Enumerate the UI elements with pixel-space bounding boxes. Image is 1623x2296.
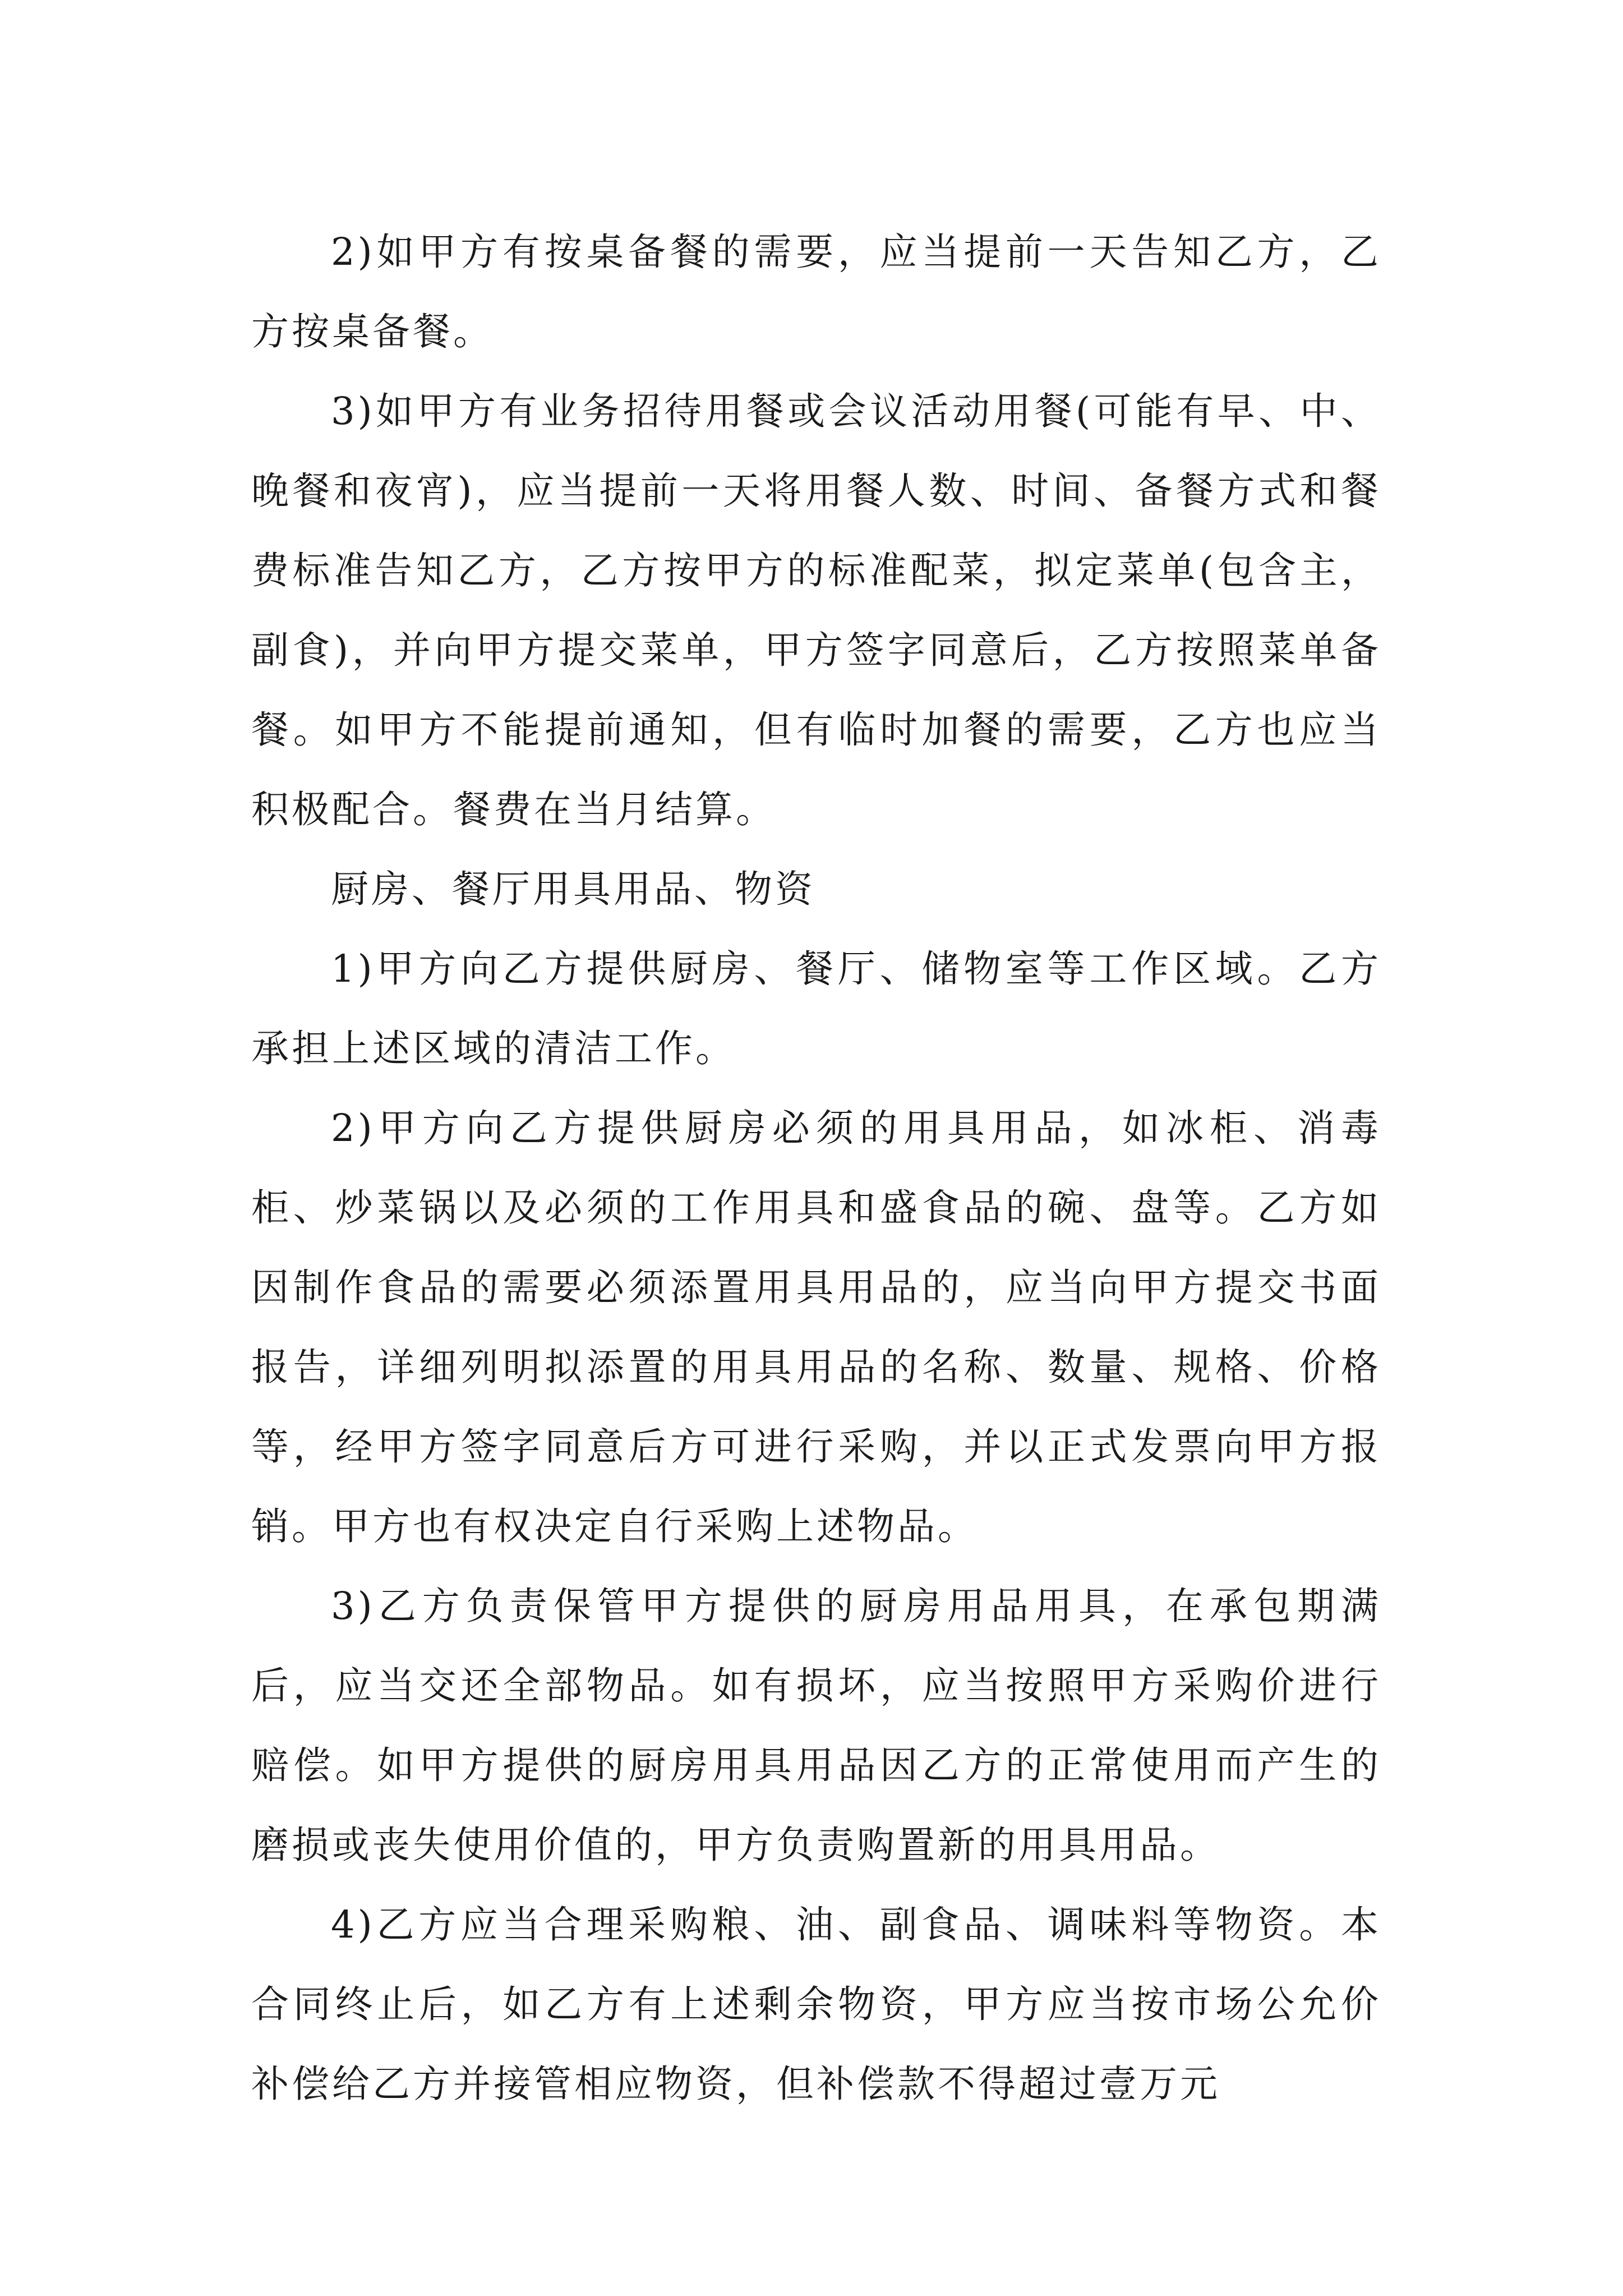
paragraph-item-1: 1)甲方向乙方提供厨房、餐厅、储物室等工作区域。乙方承担上述区域的清洁工作。 [251,947,1381,1070]
section-heading: 厨房、餐厅用具用品、物资 [331,867,815,911]
paragraph-item-2: 2)如甲方有按桌备餐的需要，应当提前一天告知乙方，乙方按桌备餐。 [251,230,1381,353]
paragraph-item-3-custody: 3)乙方负责保管甲方提供的厨房用品用具，在承包期满后，应当交还全部物品。如有损坏，应当按照甲方采购价进行赔偿。如甲方提供的厨房用具用品因乙方的正常使用而产生的磨损或丧失使用价值的，甲方负责购置新的用具用品。 [251,1584,1381,1867]
paragraph-item-4-materials: 4)乙方应当合理采购粮、油、副食品、调味料等物资。本合同终止后，如乙方有上述剩余物资，甲方应当按市场公允价补偿给乙方并接管相应物资，但补偿款不得超过壹万元 [251,1903,1381,2106]
document-body [251,212,1381,2124]
paragraph-item-3: 3)如甲方有业务招待用餐或会议活动用餐(可能有早、中、晚餐和夜宵)，应当提前一天将用餐人数、时间、备餐方式和餐费标准告知乙方，乙方按甲方的标准配菜，拟定菜单(包含主，副食)，并向甲方提交菜单，甲方签字同意后，乙方按照菜单备餐。如甲方不能提前通知，但有临时加餐的需要，乙方也应当积极配合。餐费在当月结算。 [251,389,1381,831]
paragraph-item-2-tools: 2)甲方向乙方提供厨房必须的用具用品，如冰柜、消毒柜、炒菜锅以及必须的工作用具和盛食品的碗、盘等。乙方如因制作食品的需要必须添置用具用品的，应当向甲方提交书面报告，详细列明拟添置的用具用品的名称、数量、规格、价格等，经甲方签字同意后方可进行采购，并以正式发票向甲方报销。甲方也有权决定自行采购上述物品。 [251,1106,1381,1548]
